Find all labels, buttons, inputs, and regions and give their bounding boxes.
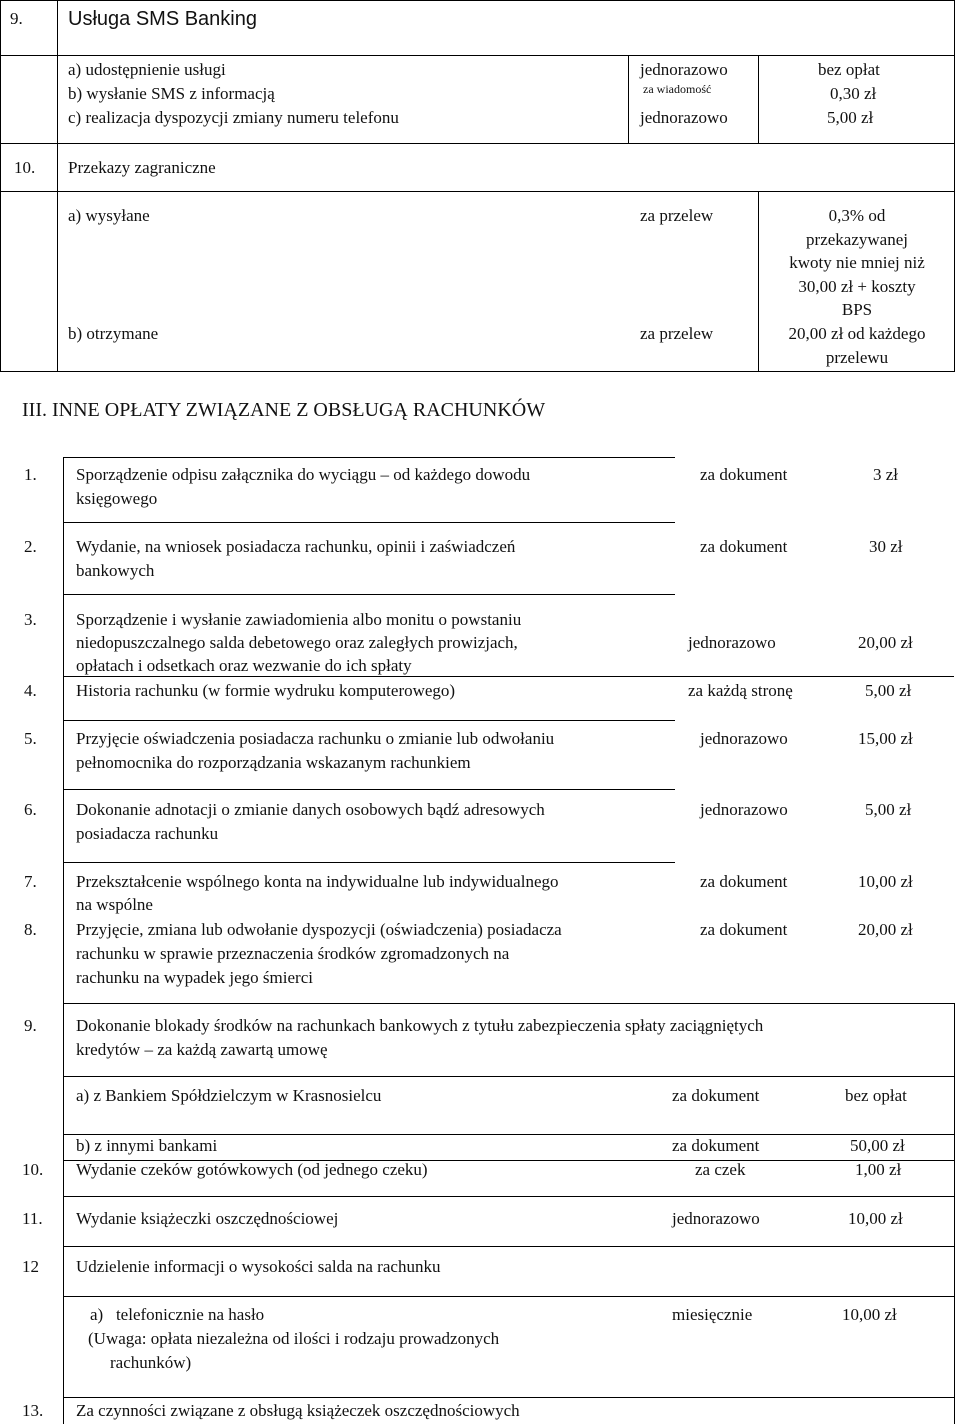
sms-row-2-label: b) wysłanie SMS z informacją [68, 84, 275, 103]
item-9b-unit: za dokument [672, 1136, 760, 1155]
sms-row-2-price: 0,30 zł [830, 84, 877, 103]
item-11-number: 11. [22, 1209, 43, 1228]
item-10-text-line: Wydanie czeków gotówkowych (od jednego czeku) [76, 1160, 428, 1179]
item-9a-label: a) z Bankiem Spółdzielczym w Krasnosielcu [76, 1086, 382, 1105]
item-9-text-line: Dokonanie blokady środków na rachunkach bankowych z tytułu zabezpieczenia spłaty zaciągniętych [76, 1016, 764, 1035]
sms-row-3-price: 5,00 zł [827, 108, 874, 127]
item-8-text-line: rachunku na wypadek jego śmierci [76, 968, 313, 987]
item-8-text-line: rachunku w sprawie przeznaczenia środków zgromadzonych na [76, 944, 510, 963]
item-6-unit: jednorazowo [700, 800, 788, 819]
sms-row-2-unit: za wiadomość [643, 82, 712, 96]
item-5-number: 5. [24, 729, 37, 748]
item-4-price: 5,00 zł [865, 681, 912, 700]
item-5-text-line: pełnomocnika do rozporządzania wskazanym rachunkiem [76, 753, 471, 772]
item-5-text-line: Przyjęcie oświadczenia posiadacza rachunku o zmianie lub odwołaniu [76, 729, 555, 748]
item-1-number: 1. [24, 465, 37, 484]
section-10-title: Przekazy zagraniczne [68, 158, 216, 177]
price-line: kwoty nie mniej niż [789, 253, 925, 272]
item-8-number: 8. [24, 920, 37, 939]
transfer-sent-label: a) wysyłane [68, 206, 150, 225]
item-9b-price: 50,00 zł [850, 1136, 905, 1155]
item-9a-price: bez opłat [845, 1086, 907, 1105]
item-3-text-line: niedopuszczalnego salda debetowego oraz zaległych prowizjach, [76, 633, 518, 652]
transfer-sent-unit: za przelew [640, 206, 714, 225]
transfer-received-price [760, 322, 954, 369]
price-line: przekazywanej [806, 229, 908, 249]
item-5-price: 15,00 zł [858, 729, 913, 748]
item-1-text-line: księgowego [76, 489, 158, 508]
item-7-price: 10,00 zł [858, 872, 913, 891]
item-1-unit: za dokument [700, 465, 788, 484]
price-line: 0,3% od [828, 206, 886, 225]
item-12a-line: rachunków) [110, 1353, 192, 1372]
item-2-unit: za dokument [700, 537, 788, 556]
price-line: BPS [841, 300, 873, 319]
transfer-received-unit: za przelew [640, 324, 714, 343]
item-2-text-line: bankowych [76, 561, 155, 580]
item-2-number: 2. [24, 537, 37, 556]
item-12a-line: (Uwaga: opłata niezależna od ilości i rodzaju prowadzonych [88, 1329, 500, 1348]
sms-row-3-label: c) realizacja dyspozycji zmiany numeru telefonu [68, 108, 399, 127]
item-5-unit: jednorazowo [700, 729, 788, 748]
item-12-number: 12 [22, 1257, 39, 1276]
item-12a-line: a) telefonicznie na hasło [90, 1305, 265, 1324]
item-2-price: 30 zł [869, 537, 903, 556]
price-line: przelewu [825, 347, 889, 367]
price-line: 20,00 zł od każdego [788, 324, 926, 343]
item-7-unit: za dokument [700, 872, 788, 891]
item-7-text-line: Przekształcenie wspólnego konta na indywidualne lub indywidualnego [76, 872, 559, 891]
section-10-number: 10. [14, 158, 36, 177]
item-3-number: 3. [24, 610, 37, 629]
item-1-price: 3 zł [873, 465, 899, 484]
item-9-number: 9. [24, 1016, 37, 1035]
sms-row-3-unit: jednorazowo [640, 108, 728, 127]
item-3-price: 20,00 zł [858, 633, 913, 652]
item-2-text-line: Wydanie, na wniosek posiadacza rachunku, opinii i zaświadczeń [76, 537, 516, 556]
item-4-unit: za każdą stronę [688, 681, 793, 700]
item-4-number: 4. [24, 681, 37, 700]
section-9-title: Usługa SMS Banking [68, 8, 257, 30]
section-3-heading: III. INNE OPŁATY ZWIĄZANE Z OBSŁUGĄ RACHUNKÓW [22, 399, 546, 421]
transfer-sent-price [760, 204, 954, 322]
item-6-text-line: posiadacza rachunku [76, 824, 219, 843]
item-3-text-line: Sporządzenie i wysłanie zawiadomienia albo monitu o powstaniu [76, 610, 522, 629]
item-10-price: 1,00 zł [855, 1160, 902, 1179]
section-9-number: 9. [10, 9, 23, 28]
sms-row-1-price: bez opłat [818, 60, 880, 79]
item-10-number: 10. [22, 1160, 44, 1179]
item-6-number: 6. [24, 800, 37, 819]
item-6-text-line: Dokonanie adnotacji o zmianie danych osobowych bądź adresowych [76, 800, 545, 819]
item-6-price: 5,00 zł [865, 800, 912, 819]
item-12-text-line: Udzielenie informacji o wysokości salda na rachunku [76, 1257, 441, 1276]
item-11-price: 10,00 zł [848, 1209, 903, 1228]
item-11-text-line: Wydanie książeczki oszczędnościowej [76, 1209, 339, 1228]
item-11-unit: jednorazowo [672, 1209, 760, 1228]
item-3-text-line: opłatach i odsetkach oraz wezwanie do ich spłaty [76, 656, 412, 675]
sms-row-1-unit: jednorazowo [640, 60, 728, 79]
item-13-text-line: Za czynności związane z obsługą książeczek oszczędnościowych [76, 1401, 520, 1420]
item-8-price: 20,00 zł [858, 920, 913, 939]
price-line: 30,00 zł + koszty [798, 276, 916, 296]
item-9-text-line: kredytów – za każdą zawartą umowę [76, 1040, 328, 1059]
item-12-unit: miesięcznie [672, 1305, 753, 1324]
transfer-received-label: b) otrzymane [68, 324, 159, 343]
sms-row-1-label: a) udostępnienie usługi [68, 60, 226, 79]
item-1-text-line: Sporządzenie odpisu załącznika do wyciągu – od każdego dowodu [76, 465, 531, 484]
item-9b-label: b) z innymi bankami [76, 1136, 218, 1155]
item-7-text-line: na wspólne [76, 895, 153, 914]
item-3-unit: jednorazowo [688, 633, 776, 652]
item-13-number: 13. [22, 1401, 44, 1420]
item-12-price: 10,00 zł [842, 1305, 897, 1324]
item-9a-unit: za dokument [672, 1086, 760, 1105]
item-7-number: 7. [24, 872, 37, 891]
item-8-unit: za dokument [700, 920, 788, 939]
item-4-text-line: Historia rachunku (w formie wydruku komputerowego) [76, 681, 456, 700]
item-8-text-line: Przyjęcie, zmiana lub odwołanie dyspozycji (oświadczenia) posiadacza [76, 920, 562, 939]
item-10-unit: za czek [695, 1160, 746, 1179]
